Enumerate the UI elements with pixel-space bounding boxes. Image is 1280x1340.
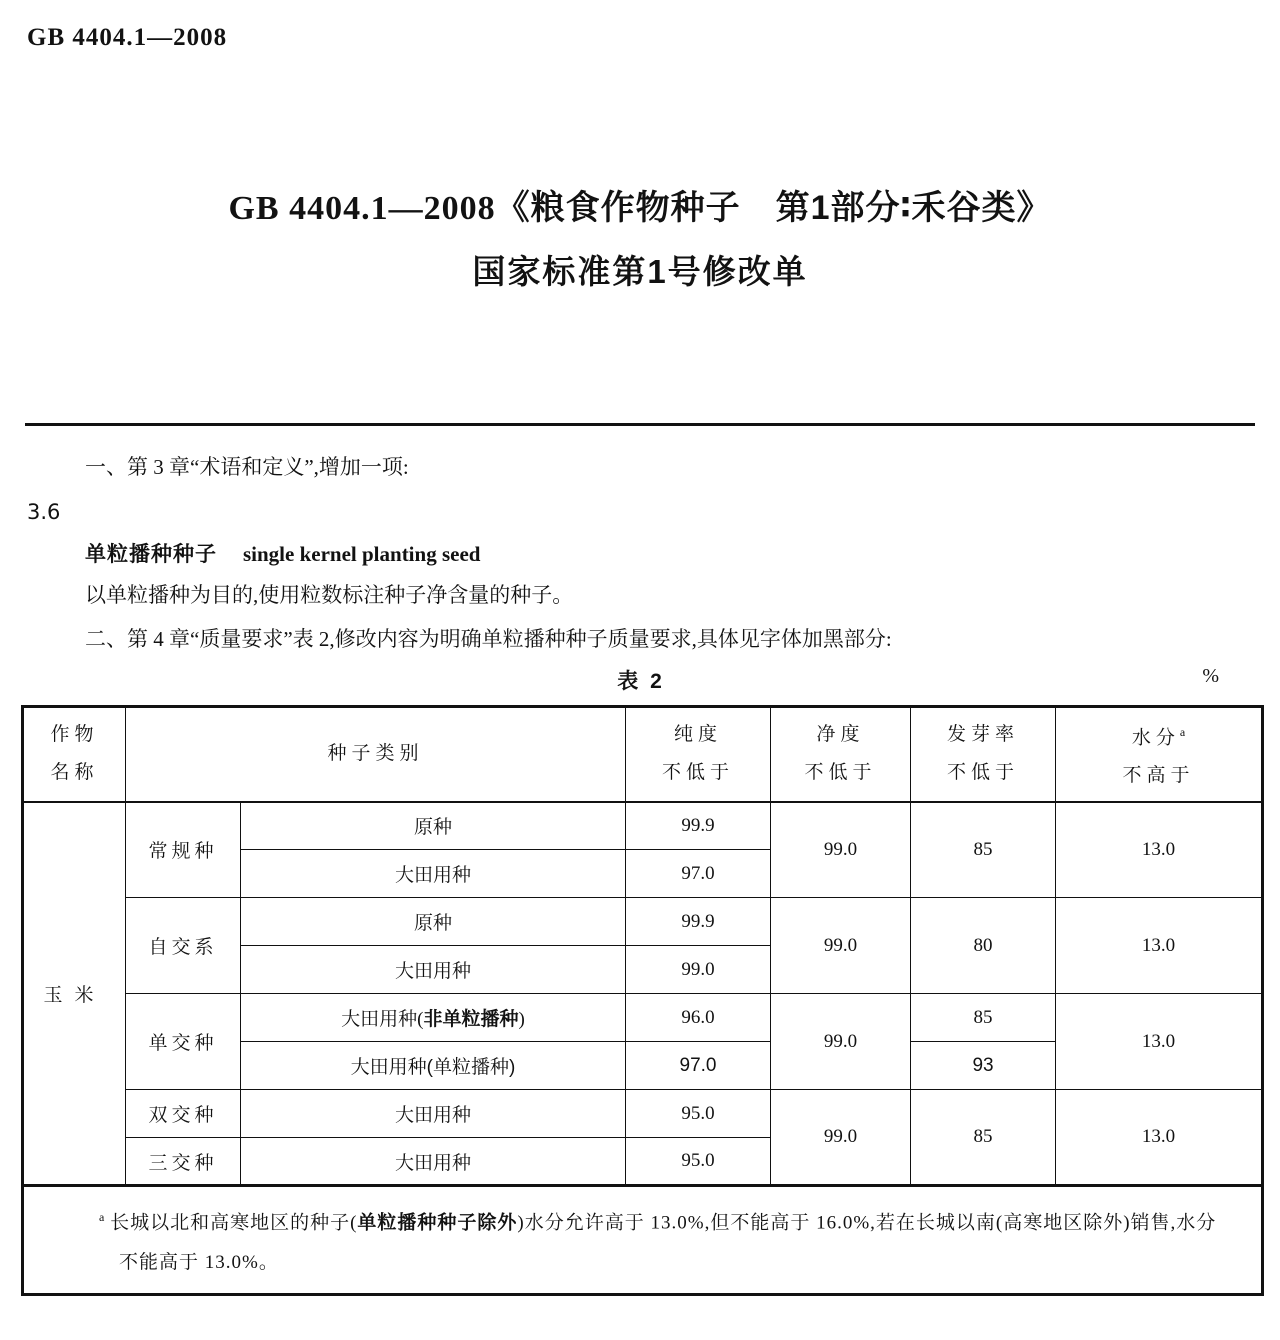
term-definition-text: 以单粒播种为目的,使用粒数标注种子净含量的种子。 (85, 583, 574, 607)
seed-type-cell-bold: 大田用种(单粒播种) (241, 1042, 626, 1090)
table-caption: 表 2 (617, 670, 665, 693)
purity-cell: 99.9 (626, 898, 771, 946)
document-title (0, 180, 1280, 293)
quality-requirements-table (21, 705, 1264, 1296)
table-row (23, 1090, 1263, 1138)
germination-cell: 85 (911, 994, 1056, 1042)
group-cell: 单交种 (126, 994, 241, 1090)
clause-number: 3.6 (27, 500, 61, 524)
group-cell: 自交系 (126, 898, 241, 994)
table-unit: % (1202, 665, 1219, 687)
seed-type-cell: 大田用种 (241, 850, 626, 898)
header-crop-name: 作物 名称 (23, 707, 126, 802)
paragraph-amendment-two: 二、第 4 章“质量要求”表 2,修改内容为明确单粒播种种子质量要求,具体见字体加黑部分: (85, 627, 892, 651)
group-cell: 常规种 (126, 802, 241, 898)
table-row (23, 802, 1263, 850)
cleanliness-cell: 99.0 (771, 802, 911, 898)
title-standard-code: GB 4404.1—2008 (228, 190, 496, 227)
bold-modified-text: 单粒播种种子除外 (357, 1212, 518, 1234)
term-english: single kernel planting seed (243, 542, 481, 566)
table-footnote-row (23, 1186, 1263, 1295)
cleanliness-cell: 99.0 (771, 994, 911, 1090)
seed-type-cell: 原种 (241, 898, 626, 946)
germination-cell: 85 (911, 1090, 1056, 1186)
purity-cell: 99.9 (626, 802, 771, 850)
header-purity: 纯度 不低于 (626, 707, 771, 802)
seed-type-cell: 大田用种 (241, 946, 626, 994)
bold-modified-text: 非单粒播种 (423, 1009, 519, 1030)
moisture-cell: 13.0 (1056, 994, 1263, 1090)
table-row (23, 994, 1263, 1042)
standard-code-header: GB 4404.1—2008 (27, 24, 228, 51)
seed-type-cell: 大田用种 (241, 1138, 626, 1186)
header-moisture: 水分$^a$ 不高于 (1056, 707, 1263, 802)
moisture-footnote-marker: a (1179, 725, 1186, 740)
header-germination: 发芽率 不低于 (911, 707, 1056, 802)
purity-cell: 95.0 (626, 1138, 771, 1186)
footnote-marker: a (99, 1210, 105, 1224)
purity-cell: 97.0 (626, 850, 771, 898)
purity-cell: 96.0 (626, 994, 771, 1042)
table-footnote: $^a$ 长城以北和高寒地区的种子(单粒播种种子除外)水分允许高于 13.0%,但不能高于 16.0%,若在长城以南(高寒地区除外)销售,水分不能高于 13.0%。 (23, 1186, 1263, 1295)
purity-cell: 99.0 (626, 946, 771, 994)
seed-type-cell: 原种 (241, 802, 626, 850)
moisture-cell: 13.0 (1056, 898, 1263, 994)
group-cell: 双交种 (126, 1090, 241, 1138)
paragraph-amendment-one: 一、第 3 章“术语和定义”,增加一项: (85, 455, 409, 479)
header-cleanliness: 净度 不低于 (771, 707, 911, 802)
header-seed-category: 种子类别 (126, 707, 626, 802)
germination-cell: 85 (911, 802, 1056, 898)
moisture-cell: 13.0 (1056, 802, 1263, 898)
title-standard-name: 《粮食作物种子 第1部分∶禾谷类》 (495, 189, 1052, 227)
germination-cell-bold: 93 (911, 1042, 1056, 1090)
term-chinese: 单粒播种种子 (85, 543, 217, 566)
title-line-2: 国家标准第1号修改单 (472, 253, 808, 290)
purity-cell-bold: 97.0 (626, 1042, 771, 1090)
seed-type-cell: 大田用种 (241, 1090, 626, 1138)
title-line-1 (0, 180, 1280, 229)
seed-type-cell: 大田用种(非单粒播种) (241, 994, 626, 1042)
moisture-cell: 13.0 (1056, 1090, 1263, 1186)
group-cell: 三交种 (126, 1138, 241, 1186)
horizontal-rule (25, 423, 1255, 426)
table-caption-row (21, 665, 1261, 697)
crop-cell: 玉米 (23, 802, 126, 1186)
purity-cell: 95.0 (626, 1090, 771, 1138)
cleanliness-cell: 99.0 (771, 1090, 911, 1186)
germination-cell: 80 (911, 898, 1056, 994)
term-definition-heading (27, 539, 1255, 570)
table-header-row (23, 707, 1263, 802)
cleanliness-cell: 99.0 (771, 898, 911, 994)
table-row (23, 898, 1263, 946)
